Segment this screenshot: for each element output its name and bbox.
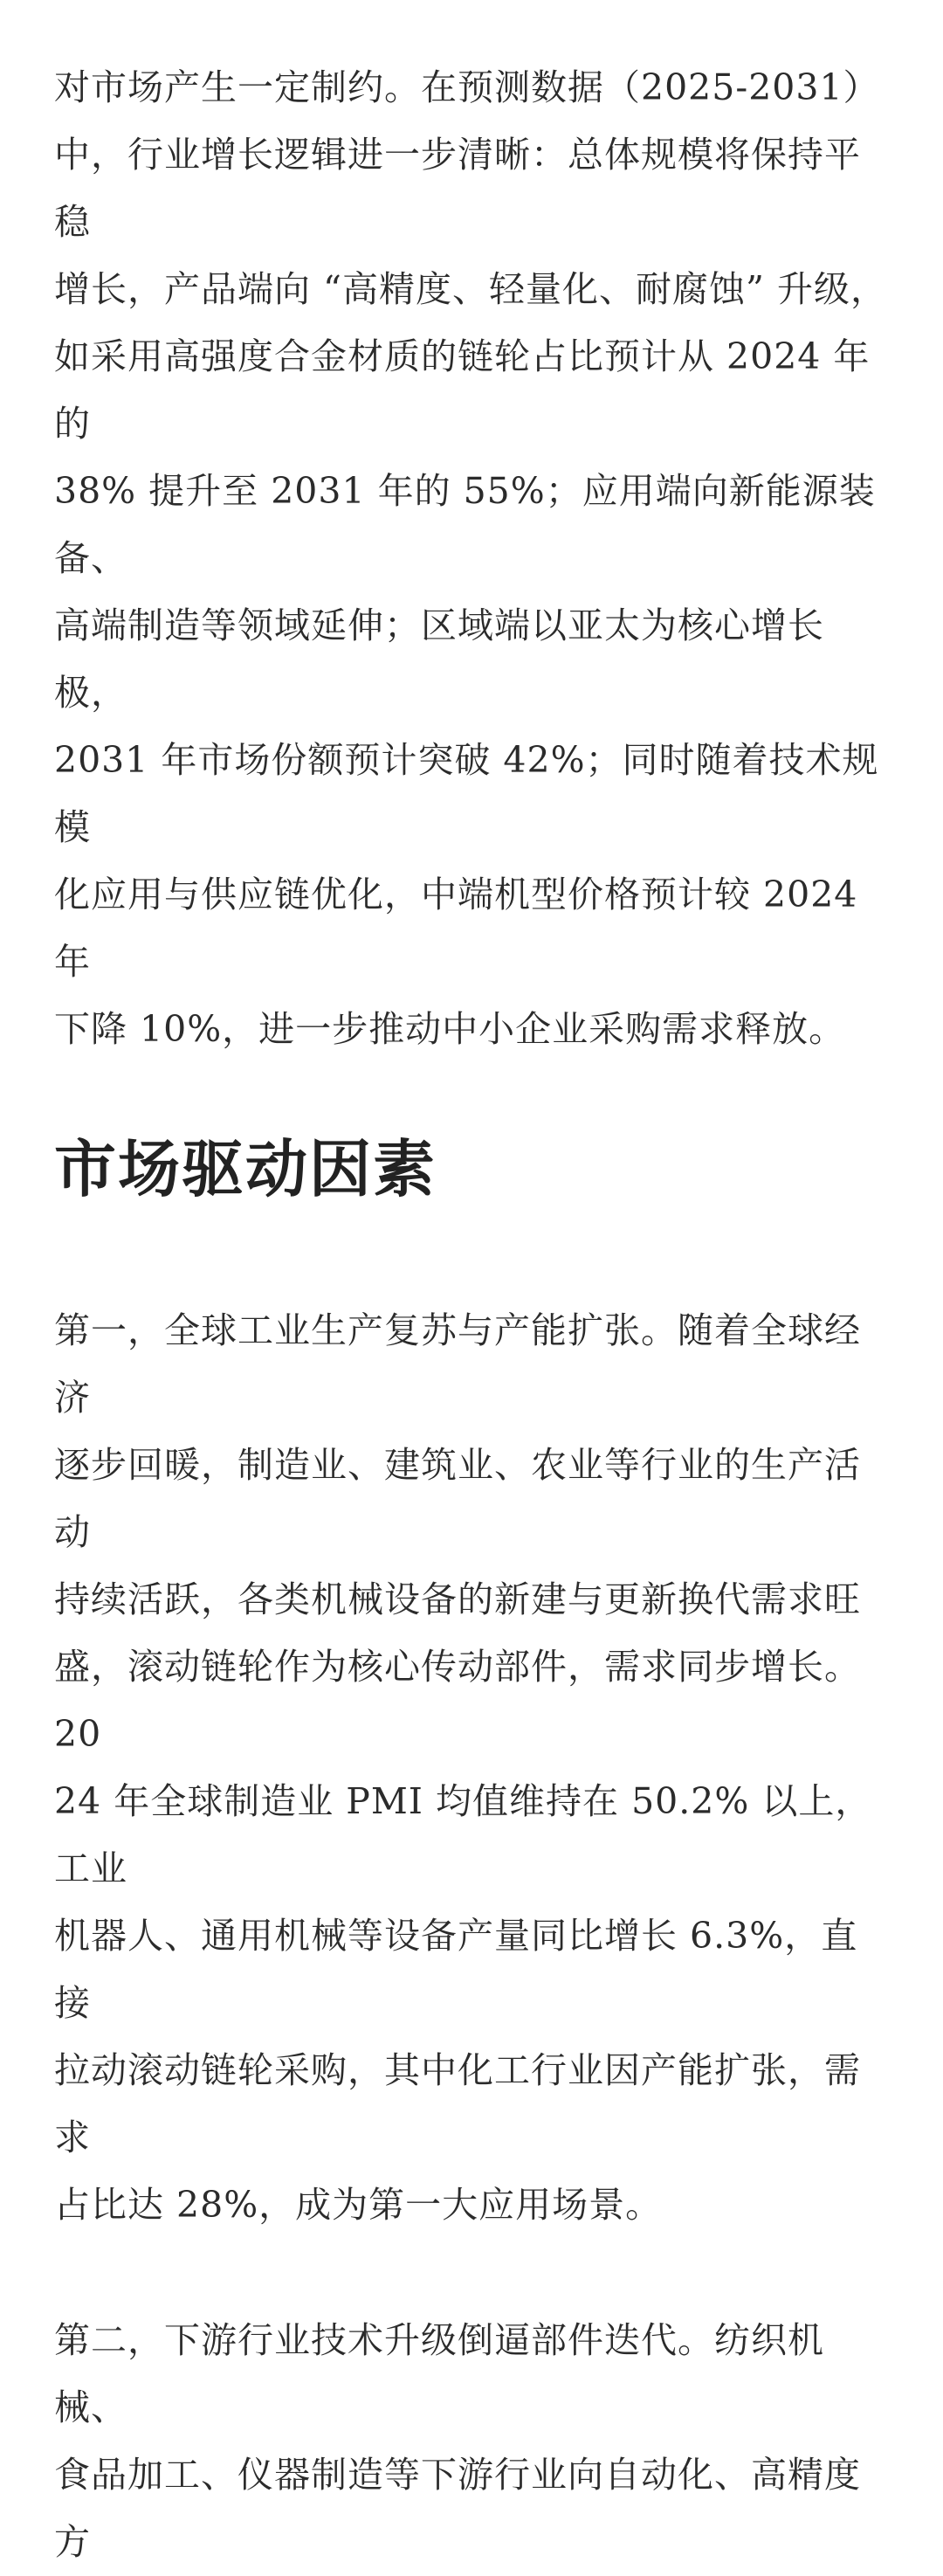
intro-paragraph: 对市场产生一定制约。在预测数据（2025-2031） 中，行业增长逻辑进一步清晰：总体规模将保持平稳 增长，产品端向 “高精度、轻量化、耐腐蚀” 升级， 如采用高强度合金材质的链轮占比预计从 2024 年的 38% 提升至 2031 年的 55%；应用端向新能源装备、 高端制造等领域延伸；区域端以亚太为核心增长极， 2031 年市场份额预计突破 42%；同时随着技术规模 化应用与供应链优化，中端机型价格预计较 2024 年 下降 10%，进一步推动中小企业采购需求释放。 xyxy=(54,66,887,1050)
paragraph-second-driver: 第二，下游行业技术升级倒逼部件迭代。纺织机械、 食品加工、仪器制造等下游行业向自动化、高精度方 xyxy=(54,2319,861,2563)
paragraph-first-driver: 第一，全球工业生产复苏与产能扩张。随着全球经济 逐步回暖，制造业、建筑业、农业等行业的生产活动 持续活跃，各类机械设备的新建与更新换代需求旺 盛，滚动链轮作为核心传动部件，需求同步增长。20 24 年全球制造业 PMI 均值维持在 50.2% 以上，工业 机器人、通用机械等设备产量同比增长 6.3%，直接 拉动滚动链轮采购，其中化工行业因产能扩张，需求 占比达 28%，成为第一大应用场景。 xyxy=(54,1309,872,2226)
article-body xyxy=(54,0,892,2576)
section-heading: 市场驱动因素 xyxy=(54,1133,437,1205)
